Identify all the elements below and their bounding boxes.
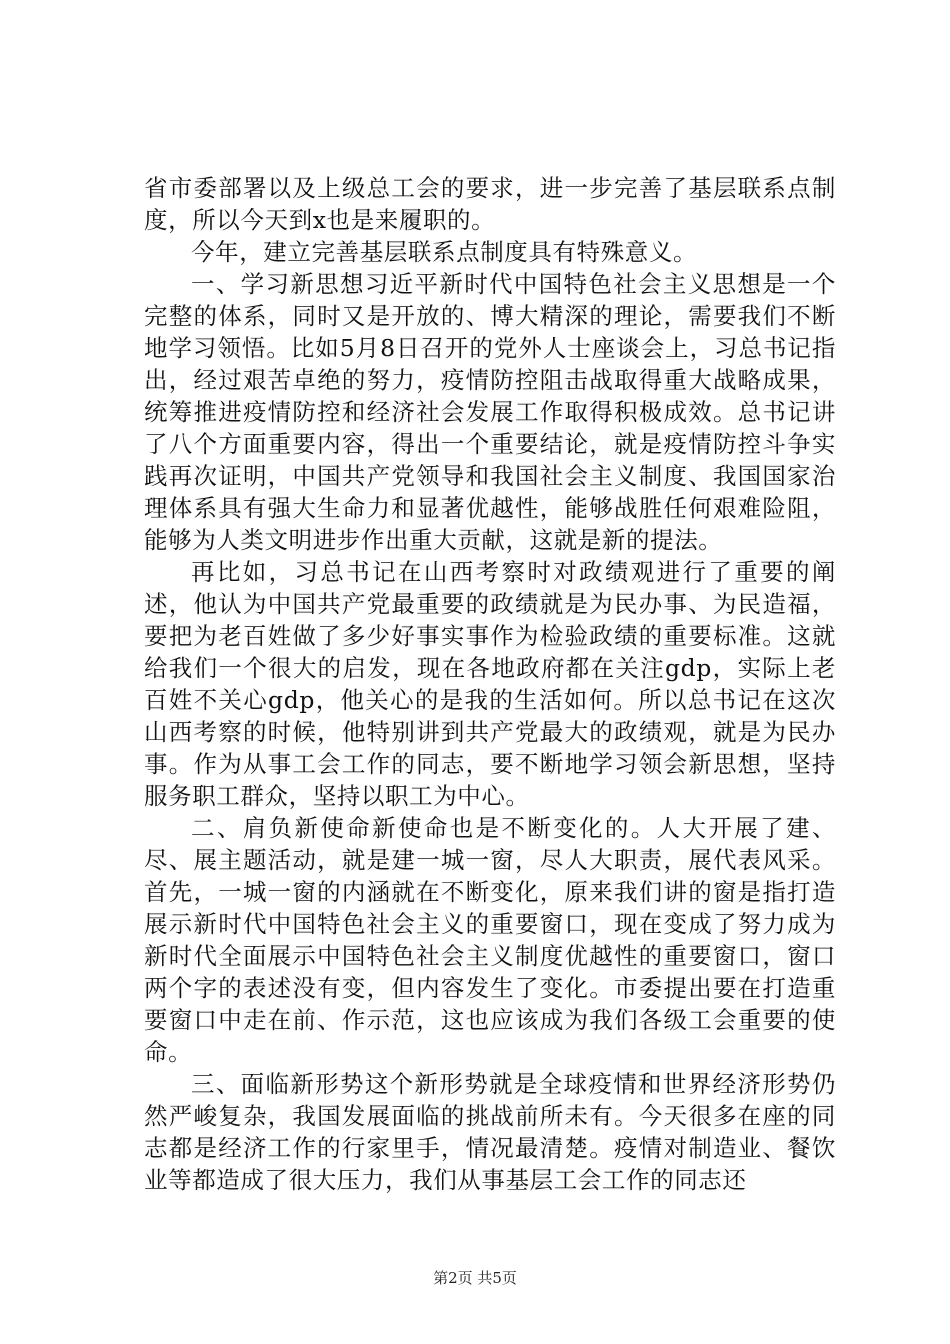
paragraph-6: 三、面临新形势这个新形势就是全球疫情和世界经济形势仍然严峻复杂，我国发展面临的挑战前所未有。今天很多在座的同志都是经济工作的行家里手，情况最清楚。疫情对制造业、餐饮业等都造成了很大压力，我们从事基层工会工作的同志还 (144, 1070, 836, 1194)
paragraph-2: 今年，建立完善基层联系点制度具有特殊意义。 (191, 238, 698, 266)
paragraph-4: 再比如，习总书记在山西考察时对政绩观进行了重要的阐述，他认为中国共产党最重要的政绩就是为民办事、为民造福，要把为老百姓做了多少好事实事作为检验政绩的重要标准。这就给我们一个很大的启发，现在各地政府都在关注gdp，实际上老百姓不关心gdp，他关心的是我的生活如何。所以总书记在这次山西考察的时候，他特别讲到共产党最大的政绩观，就是为民办事。作为从事工会工作的同志，要不断地学习领会新思想，坚持服务职工群众，坚持以职工为中心。 (144, 558, 836, 810)
paragraph-5: 二、肩负新使命新使命也是不断变化的。人大开展了建、尽、展主题活动，就是建一城一窗，尽人大职责，展代表风采。首先，一城一窗的内涵就在不断变化，原来我们讲的窗是指打造展示新时代中国特色社会主义的重要窗口，现在变成了努力成为新时代全面展示中国特色社会主义制度优越性的重要窗口，窗口两个字的表述没有变，但内容发生了变化。市委提出要在打造重要窗口中走在前、作示范，这也应该成为我们各级工会重要的使命。 (144, 814, 836, 1066)
document-body (144, 172, 836, 1196)
paragraph-1: 省市委部署以及上级总工会的要求，进一步完善了基层联系点制度，所以今天到x也是来履职的。 (144, 174, 836, 234)
paragraph-3: 一、学习新思想习近平新时代中国特色社会主义思想是一个完整的体系，同时又是开放的、博大精深的理论，需要我们不断地学习领悟。比如5月8日召开的党外人士座谈会上，习总书记指出，经过艰苦卓绝的努力，疫情防控阻击战取得重大战略成果，统筹推进疫情防控和经济社会发展工作取得积极成效。总书记讲了八个方面重要内容，得出一个重要结论，就是疫情防控斗争实践再次证明，中国共产党领导和我国社会主义制度、我国国家治理体系具有强大生命力和显著优越性，能够战胜任何艰难险阻，能够为人类文明进步作出重大贡献，这就是新的提法。 (144, 270, 836, 554)
page-number-footer: 第2页 共5页 (433, 1269, 517, 1287)
